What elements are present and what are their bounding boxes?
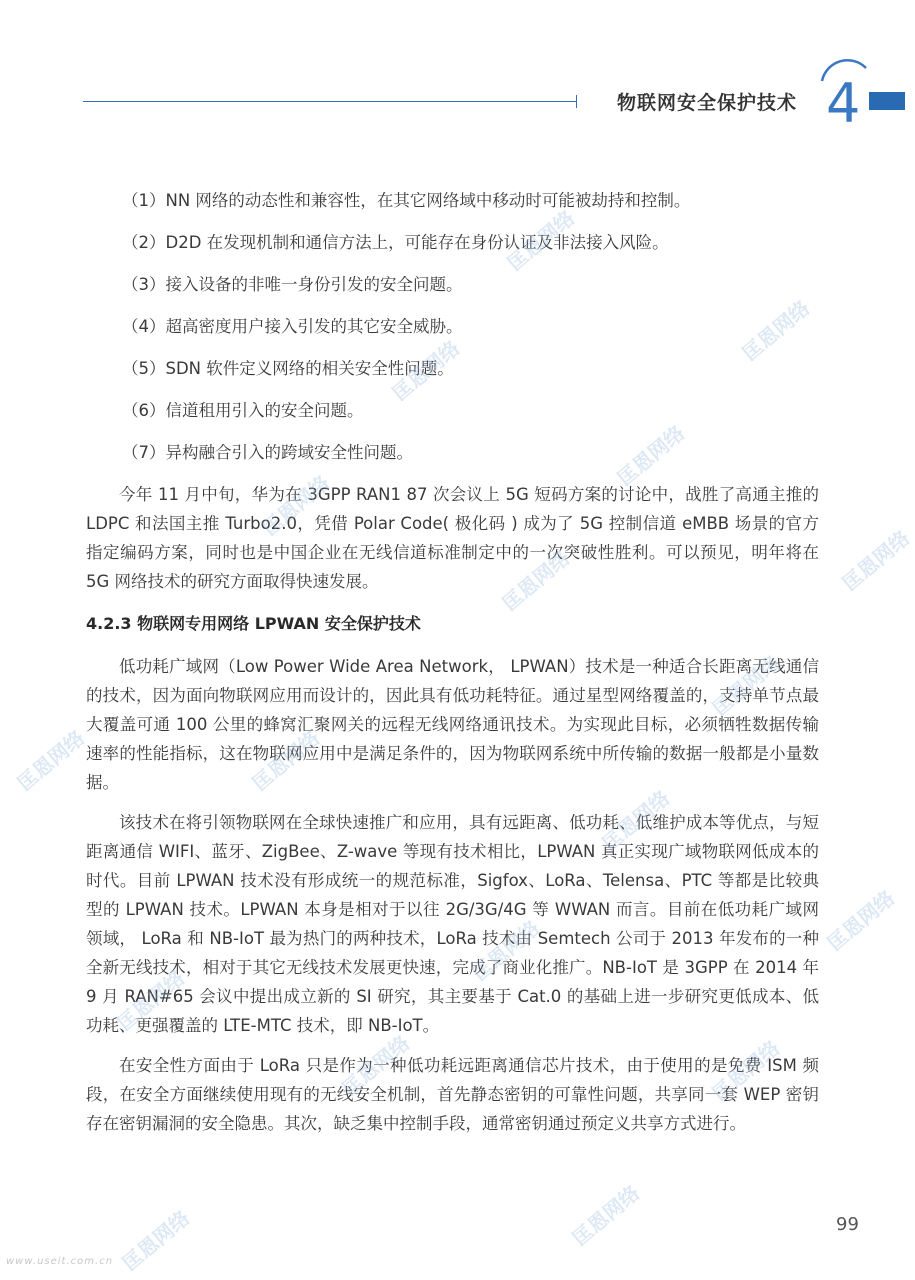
watermark: 匡恩网络	[257, 470, 335, 541]
watermark: 匡恩网络	[467, 915, 545, 986]
watermark: 匡恩网络	[112, 965, 190, 1036]
list-item: （5）SDN 软件定义网络的相关安全性问题。	[122, 359, 454, 378]
watermark: 匡恩网络	[247, 725, 325, 796]
watermark: 匡恩网络	[737, 295, 815, 366]
page-number: 99	[836, 1214, 859, 1235]
list-item: （3）接入设备的非唯一身份引发的安全问题。	[122, 275, 463, 294]
watermark: 匡恩网络	[822, 885, 900, 956]
paragraph: 该技术在将引领物联网在全球快速推广和应用，具有远距离、低功耗、低维护成本等优点，与短距离通信 WIFI、蓝牙、ZigBee、Z-wave 等现有技术相比，LPWAN 真正实现广域物联网低成本的时代。目前 LPWAN 技术没有形成统一的规范标准，Sigfox、LoRa、Telensa、PTC 等都是比较典型的 LPWAN 技术。LPWAN 本身是相对于以往 2G/3G/4G 等 WWAN 而言。目前在低功耗广域网领域， LoRa 和 NB-IoT 最为热门的两种技术，LoRa 技术由 Semtech 公司于 2013 年发布的一种全新无线技术，相对于其它无线技术发展更快速，完成了商业化推广。NB-IoT 是 3GPP 在 2014 年 9 月 RAN#65 会议中提出成立新的 SI 研究，其主要基于 Cat.0 的基础上进一步研究更低成本、低功耗、更强覆盖的 LTE-MTC 技术，即 NB-IoT。	[86, 813, 819, 1035]
header-accent-bar	[869, 92, 905, 110]
list-item: （2）D2D 在发现机制和通信方法上，可能存在身份认证及非法接入风险。	[122, 233, 669, 252]
watermark: 匡恩网络	[337, 1030, 415, 1101]
watermark: 匡恩网络	[707, 1035, 785, 1106]
page-body	[86, 186, 819, 1149]
header-rule	[83, 101, 577, 102]
paragraph: 低功耗广域网（Low Power Wide Area Network， LPWAN）技术是一种适合长距离无线通信的技术，因为面向物联网应用而设计的，因此具有低功耗特征。通过星型网络覆盖的，支持单节点最大覆盖可通 100 公里的蜂窝汇聚网关的远程无线网络通讯技术。为实现此目标，必须牺牲数据传输速率的性能指标，这在物联网应用中是满足条件的，因为物联网系统中所传输的数据一般都是小量数据。	[86, 657, 819, 792]
list-item: （6）信道租用引入的安全问题。	[122, 401, 364, 420]
watermark: 匡恩网络	[707, 650, 785, 721]
chapter-number-graphic	[820, 48, 868, 135]
watermark: 匡恩网络	[497, 545, 575, 616]
watermark: 匡恩网络	[117, 1205, 195, 1276]
watermark: 匡恩网络	[612, 420, 690, 491]
chapter-title: 物联网安全保护技术	[617, 92, 798, 114]
footer-url: www.useit.com.cn	[6, 1256, 114, 1267]
section-heading: 4.2.3 物联网专用网络 LPWAN 安全保护技术	[86, 614, 421, 633]
list-item: （7）异构融合引入的跨域安全性问题。	[122, 443, 413, 462]
watermark: 匡恩网络	[567, 1180, 645, 1251]
paragraph-5g: 今年 11 月中旬，华为在 3GPP RAN1 87 次会议上 5G 短码方案的讨论中，战胜了高通主推的 LDPC 和法国主推 Turbo2.0，凭借 Polar Code( 极化码 ) 成为了 5G 控制信道 eMBB 场景的官方指定编码方案，同时也是中国企业在无线信道标准制定中的一次突破性胜利。可以预见，明年将在 5G 网络技术的研究方面取得快速发展。	[86, 485, 819, 591]
list-item: （1）NN 网络的动态性和兼容性，在其它网络域中移动时可能被劫持和控制。	[122, 191, 691, 210]
header-rule-tick	[576, 95, 577, 108]
watermark: 匡恩网络	[837, 525, 915, 596]
watermark: 匡恩网络	[12, 725, 90, 796]
watermark: 匡恩网络	[387, 335, 465, 406]
watermark: 匡恩网络	[502, 205, 580, 276]
chapter-number: 4	[826, 72, 861, 135]
watermark: 匡恩网络	[597, 785, 675, 856]
paragraph: 在安全性方面由于 LoRa 只是作为一种低功耗远距离通信芯片技术，由于使用的是免费 ISM 频段，在安全方面继续使用现有的无线安全机制，首先静态密钥的可靠性问题，共享同一套 WEP 密钥存在密钥漏洞的安全隐患。其次，缺乏集中控制手段，通常密钥通过预定义共享方式进行。	[86, 1056, 819, 1133]
list-item: （4）超高密度用户接入引发的其它安全威胁。	[122, 317, 463, 336]
